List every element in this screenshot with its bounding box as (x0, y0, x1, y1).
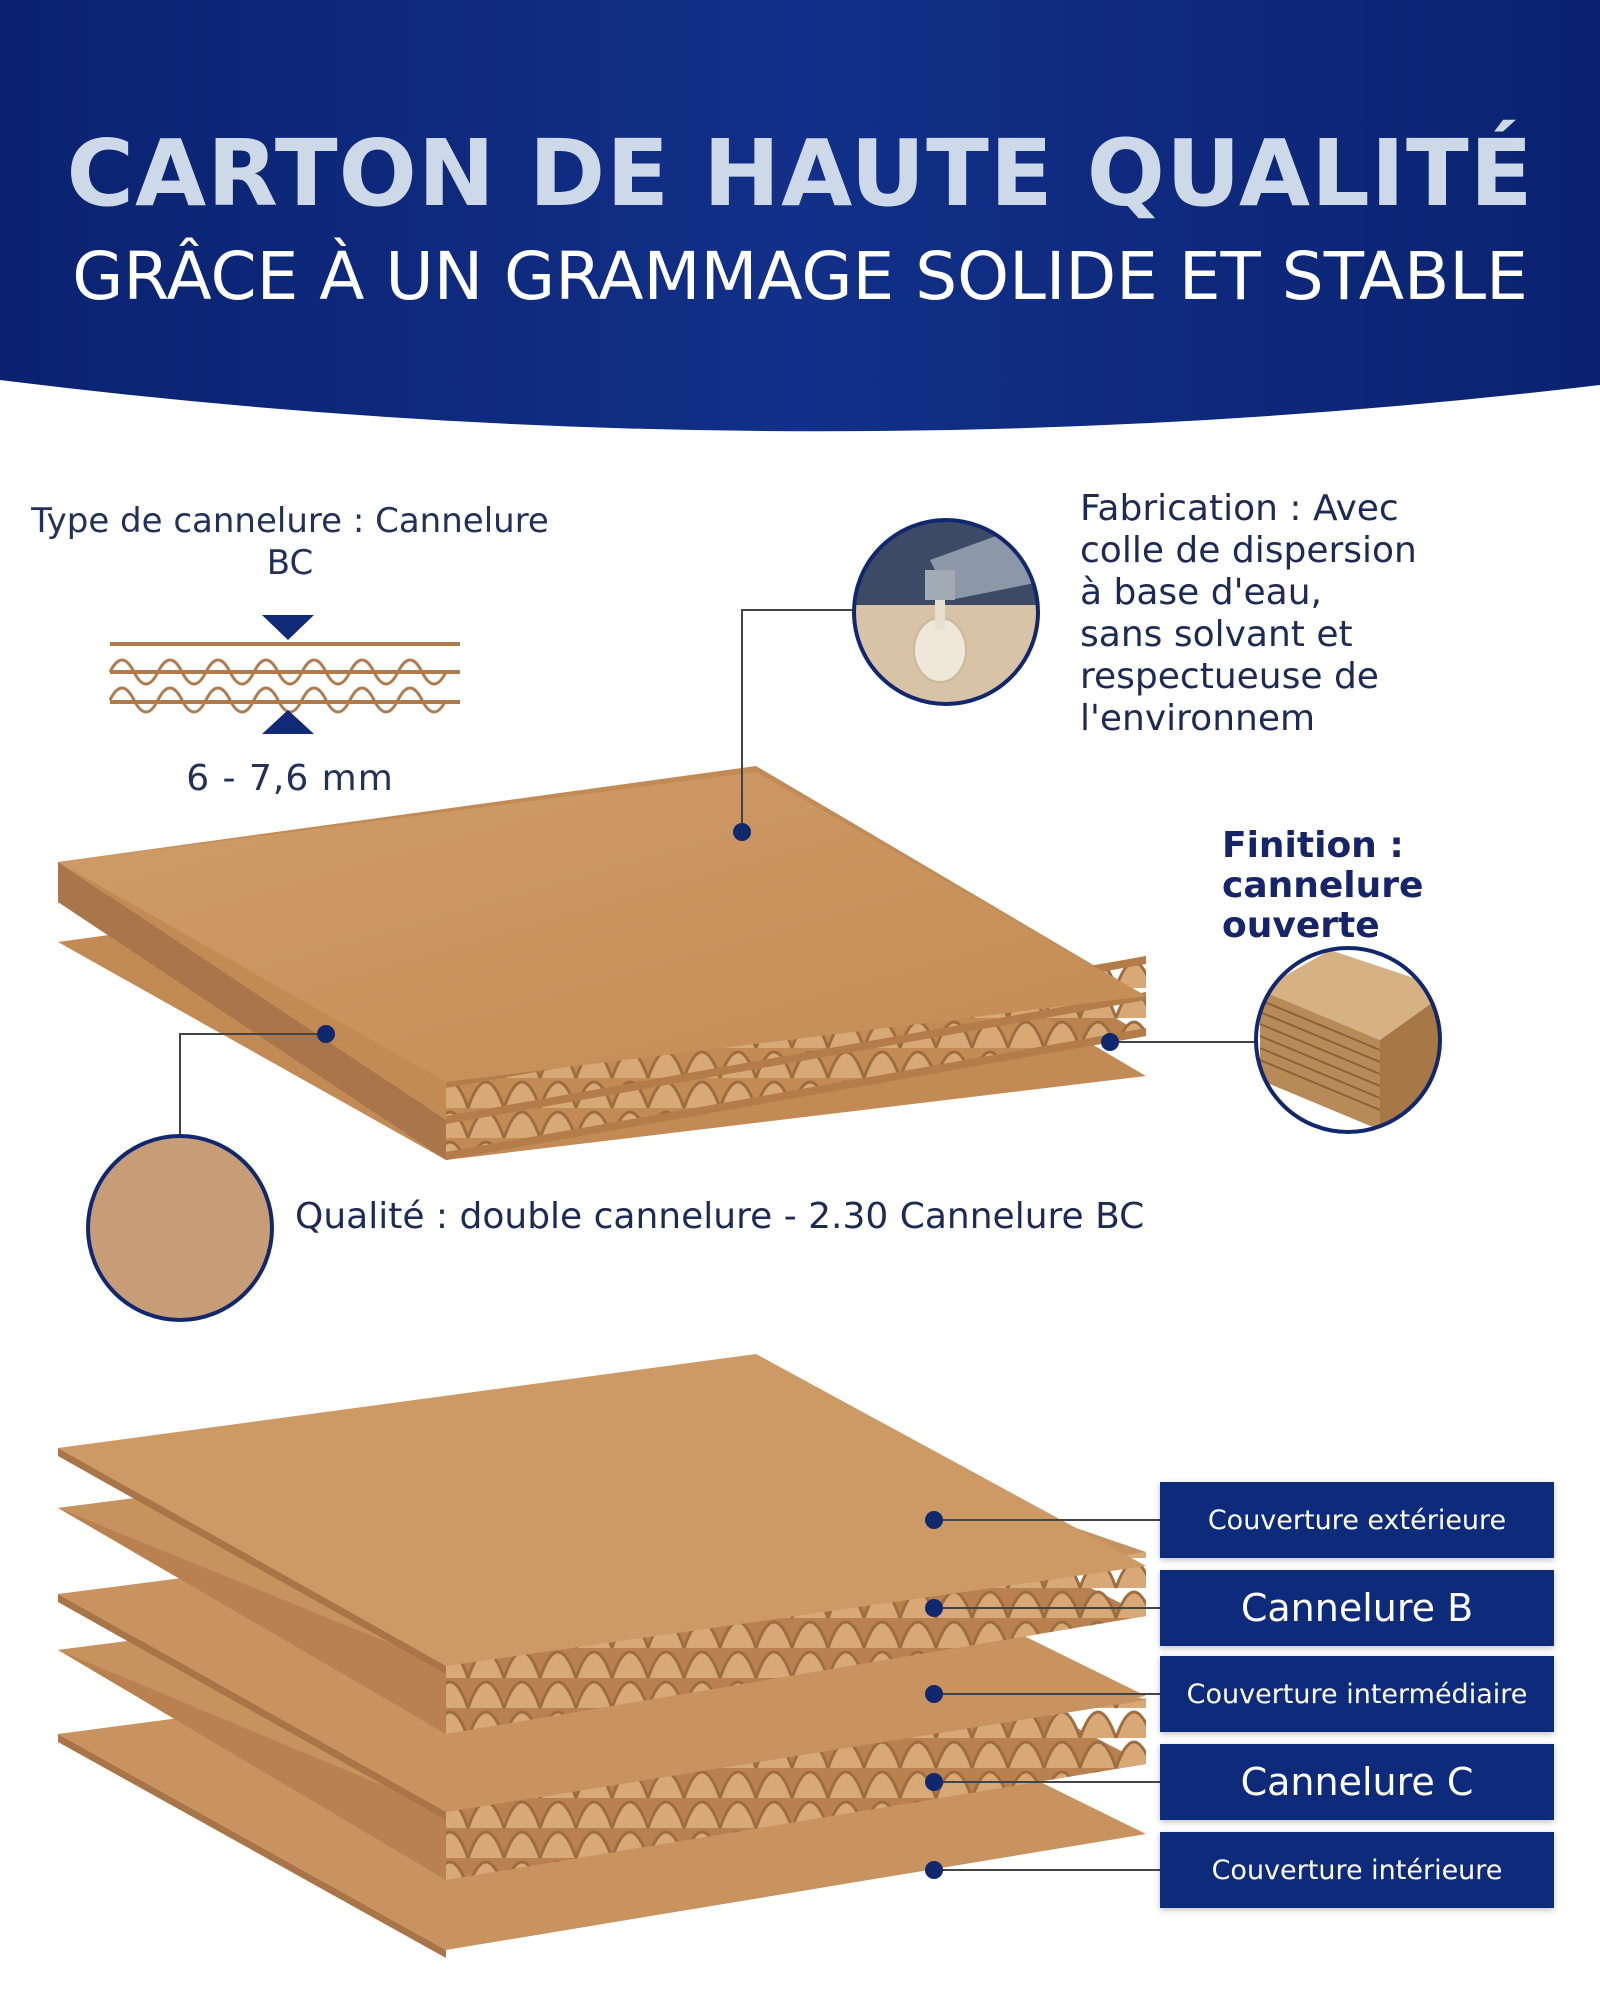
layer-label: Cannelure B (1240, 1586, 1474, 1630)
arrow-up-icon (262, 710, 314, 734)
layer-inner-cover (1160, 1832, 1554, 1908)
quality-label: Qualité : double cannelure - 2.30 Cannelure BC (295, 1196, 1145, 1237)
glue-drop-icon (850, 515, 1050, 715)
layer-flute-c (1160, 1744, 1554, 1820)
fabrication-label: Fabrication : Avec colle de dispersion à base d'eau, sans solvant et respectueuse de l'environnem (1080, 488, 1417, 739)
cardboard-stack-icon (1250, 945, 1450, 1145)
exploded-layers (58, 1354, 1146, 1958)
flute-diagram (110, 615, 460, 734)
layer-flute-b (1160, 1570, 1554, 1646)
layer-outer-cover (1160, 1482, 1554, 1558)
page-title: CARTON DE HAUTE QUALITÉ (66, 120, 1534, 227)
finition-label: Finition : cannelure ouverte (1222, 825, 1424, 946)
page-subtitle: GRÂCE À UN GRAMMAGE SOLIDE ET STABLE (72, 238, 1528, 315)
assembled-board (58, 766, 1146, 1160)
layer-middle-cover (1160, 1656, 1554, 1732)
thickness-label: 6 - 7,6 mm (186, 758, 394, 799)
layer-label: Cannelure C (1240, 1760, 1474, 1804)
layer-label: Couverture extérieure (1207, 1504, 1507, 1536)
flute-type-label: Type de cannelure : Cannelure BC (31, 501, 549, 583)
paper-texture-icon (88, 1136, 272, 1320)
arrow-down-icon (262, 615, 314, 640)
layer-label: Couverture intermédiaire (1186, 1678, 1528, 1710)
layer-label: Couverture intérieure (1211, 1854, 1503, 1886)
